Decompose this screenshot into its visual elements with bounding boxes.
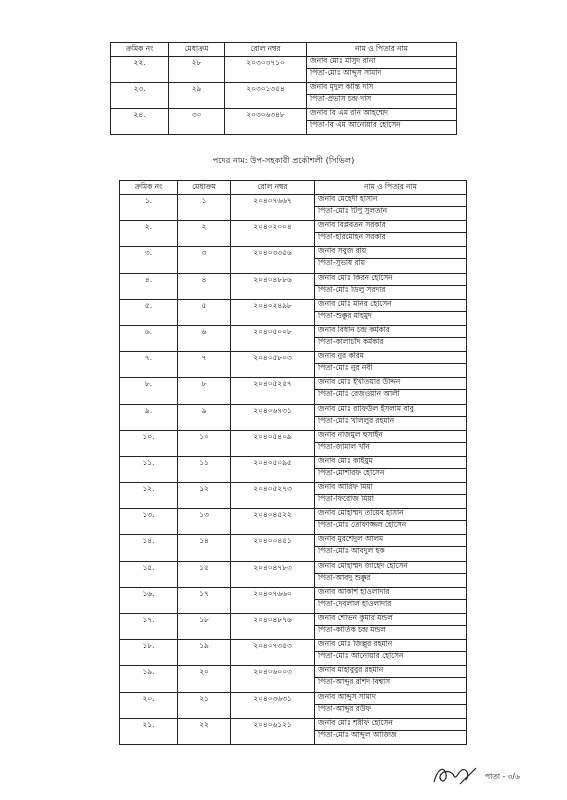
name-cell [315, 404, 467, 430]
candidate-name: জনাব মোঃ ইখতিয়ার উদ্দিন [318, 378, 401, 387]
name-cell [315, 378, 467, 404]
candidate-name: জনাব শোভন কুমার মন্ডল [318, 614, 393, 622]
father-name: পিতা-মোঃ ডিলু সরদার [315, 285, 466, 297]
table-header-row [111, 43, 457, 57]
name-cell [315, 195, 467, 221]
table-row [111, 109, 457, 135]
roll-cell: ২০৩০১৩৫৪ [225, 83, 307, 109]
father-name: পিতা-সুভাষ রায় [315, 258, 466, 270]
father-name: পিতা-বি এম আনোয়ার হোসেন [307, 120, 456, 132]
name-cell [307, 57, 457, 83]
roll-cell: ২০৩০৬৩৪৮ [225, 109, 307, 135]
serial-cell: ১৮. [120, 640, 178, 666]
serial-cell: ১৬. [120, 587, 178, 613]
roll-cell: ২০৪০৪৭৮৩ [231, 561, 315, 587]
header-merit: মেধাক্রম [178, 181, 231, 195]
merit-cell: ১০ [178, 430, 231, 456]
table-row [120, 509, 467, 535]
candidate-name: জনাব বিপ্লবতন সরকার [318, 221, 386, 230]
serial-cell: ১০. [120, 430, 178, 456]
serial-cell: ৮. [120, 378, 178, 404]
father-name: পিতা-মোঃ আবদুল হক [315, 546, 466, 558]
name-cell [315, 483, 467, 509]
candidate-name: জনাব মোঃ কাইয়ুম [318, 456, 373, 465]
roll-cell: ২০৪০২৪৯৮ [231, 299, 315, 325]
header-name: নাম ও পিতার নাম [315, 181, 467, 195]
roll-cell: ২০৪০৬৭৩১ [231, 404, 315, 430]
serial-cell: ১২. [120, 483, 178, 509]
roll-cell: ২০৪০২০০৪ [231, 221, 315, 247]
table-row [120, 640, 467, 666]
candidate-name: জনাব মোঃ মনির হোসেন [318, 299, 392, 308]
table-row [120, 221, 467, 247]
name-cell [315, 456, 467, 482]
roll-cell: ২০৪০৫০০৮ [231, 325, 315, 351]
serial-cell: ২০. [120, 692, 178, 718]
candidate-name: জনাব মোঃ শরীফ হোসেন [318, 718, 393, 727]
table-row [120, 247, 467, 273]
merit-cell: ৭ [178, 352, 231, 378]
roll-cell: ২০৪০৬১২১ [231, 718, 315, 744]
merit-cell: ৩ [178, 247, 231, 273]
merit-cell: ৩০ [169, 109, 225, 135]
header-roll: রোল নম্বর [225, 43, 307, 57]
serial-cell: ২. [120, 221, 178, 247]
candidate-name: জনাব মোঃ রাফিউল ইসলাম বাবু [318, 404, 414, 413]
table-row [120, 456, 467, 482]
father-name: পিতা-শুক্কুর মাহমুদ [315, 311, 466, 323]
candidate-name: জনাব মাহাবুবুর রহমান [318, 666, 384, 675]
merit-cell: ৮ [178, 378, 231, 404]
roll-cell: ২০৩০৩৭১০ [225, 57, 307, 83]
father-name: পিতা-আব্দুর রশিদ বিশ্বাস [315, 677, 466, 689]
serial-cell: ২২. [111, 57, 169, 83]
father-name: পিতা-কার্তিক চন্দ্র মন্ডল [315, 625, 466, 637]
results-table-continued [110, 42, 457, 135]
table-row [120, 430, 467, 456]
father-name: পিতা-আব্দুর রউফ [315, 704, 466, 716]
serial-cell: ১১. [120, 456, 178, 482]
father-name: পিতা-মোঃ আব্দুস সামাদ [307, 68, 456, 80]
table-row [120, 614, 467, 640]
father-name: পিতা-ফিরোজ মিয়া [315, 494, 466, 506]
name-cell [315, 666, 467, 692]
candidate-name: জনাব মোহাম্মদ জাহেদ হোসেন [318, 561, 408, 570]
father-name: পিতা-মোঃ তোফাজ্জল হোসেন [315, 520, 466, 532]
header-roll: রোল নম্বর [231, 181, 315, 195]
roll-cell: ২০৪০০৪৫১ [231, 535, 315, 561]
table-row [120, 587, 467, 613]
serial-cell: ৭. [120, 352, 178, 378]
candidate-name: জনাব মোঃ মাসুদ রানা [310, 57, 376, 65]
merit-cell: ২৮ [169, 57, 225, 83]
father-name: পিতা-দেবলাল হাওলাদার [315, 599, 466, 611]
candidate-name: জনাব আকাশ হাওলাদার [318, 587, 390, 596]
candidate-name: জনাব আব্দুস সামাদ [318, 692, 376, 701]
table-row [120, 352, 467, 378]
father-name: পিতা-মোঃ আব্দুল আজিজ [315, 730, 466, 742]
page-number: পাতা - ৩/৬ [485, 772, 520, 781]
candidate-name: জনাব সবুজ রায় [318, 247, 367, 256]
merit-cell: ১ [178, 195, 231, 221]
serial-cell: ১. [120, 195, 178, 221]
serial-cell: ৬. [120, 325, 178, 351]
table-row [111, 83, 457, 109]
candidate-name: জনাব মুরশেদুল আলম [318, 535, 384, 544]
father-name: পিতা-মোঃ নুর নবী [315, 363, 466, 375]
candidate-name: জনাব মোহাম্মদ তায়েব হাসান [318, 509, 404, 518]
roll-cell: ২০৪০৭৬৬০ [231, 587, 315, 613]
candidate-name: জনাব বিধান চন্দ্র কর্মকার [318, 325, 390, 334]
name-cell [315, 614, 467, 640]
candidate-name: জনাব আরিফ মিয়া [318, 483, 373, 492]
name-cell [315, 352, 467, 378]
merit-cell: ১৭ [178, 587, 231, 613]
serial-cell: ৫. [120, 299, 178, 325]
serial-cell: ১৫. [120, 561, 178, 587]
roll-cell: ২০৪০৭৩৫৩ [231, 640, 315, 666]
merit-cell: ১৩ [178, 509, 231, 535]
merit-cell: ১৮ [178, 614, 231, 640]
candidate-name: জনাব বি এম রনি আহম্মেদ [310, 109, 389, 117]
table-row [120, 561, 467, 587]
candidate-name: জনাব নাজমুল হুসাইন [318, 430, 383, 439]
name-cell [315, 561, 467, 587]
father-name: পিতা-কালাচাঁদ কর্মকার [315, 337, 466, 349]
name-cell [315, 587, 467, 613]
father-name: পিতা-মোশারফ হোসেন [315, 468, 466, 480]
table-row [120, 483, 467, 509]
merit-cell: ৪ [178, 273, 231, 299]
candidate-name: জনাব নুর করিম [318, 352, 364, 361]
table-header-row [120, 181, 467, 195]
candidate-name: জনাব মোঃ জিল্লুর রহমান [318, 640, 393, 649]
signature-mark [430, 760, 480, 790]
merit-cell: ১১ [178, 456, 231, 482]
father-name: পিতা-মোঃ আনোয়ার হোসেন [315, 651, 466, 663]
name-cell [307, 109, 457, 135]
name-cell [315, 509, 467, 535]
father-name: পিতা-জামাল খাঁন [315, 442, 466, 454]
serial-cell: ২৪. [111, 109, 169, 135]
roll-cell: ২০৪০৬০০৩ [231, 666, 315, 692]
merit-cell: ২২ [178, 718, 231, 744]
table-row [111, 57, 457, 83]
table-row [120, 404, 467, 430]
roll-cell: ২০৪০৫৮০৩ [231, 352, 315, 378]
roll-cell: ২০৪০৫২৫৭ [231, 378, 315, 404]
roll-cell: ২০৪০৪৮৭৬ [231, 614, 315, 640]
table-row [120, 273, 467, 299]
roll-cell: ২০৪০৪৫২২ [231, 509, 315, 535]
roll-cell: ২০৪০৫২৭৩ [231, 483, 315, 509]
merit-cell: ২১ [178, 692, 231, 718]
serial-cell: ৯. [120, 404, 178, 430]
name-cell [315, 430, 467, 456]
serial-cell: ২১. [120, 718, 178, 744]
table-row [120, 378, 467, 404]
header-merit: মেধাক্রম [169, 43, 225, 57]
table-row [120, 666, 467, 692]
merit-cell: ৬ [178, 325, 231, 351]
header-serial: ক্রমিক নং [120, 181, 178, 195]
serial-cell: ১৩. [120, 509, 178, 535]
name-cell [315, 273, 467, 299]
candidate-name: জনাব মেহেদী হাসান [318, 195, 378, 203]
name-cell [307, 83, 457, 109]
roll-cell: ২০৪০৩৩৫৬ [231, 247, 315, 273]
merit-cell: ৫ [178, 299, 231, 325]
merit-cell: ১৫ [178, 561, 231, 587]
table-row [120, 299, 467, 325]
merit-cell: ২ [178, 221, 231, 247]
father-name: পিতা-মোঃ টিপু সুলতান [315, 206, 466, 218]
merit-cell: ৯ [178, 404, 231, 430]
name-cell [315, 640, 467, 666]
merit-cell: ১৪ [178, 535, 231, 561]
merit-cell: ১৯ [178, 640, 231, 666]
post-title: পদের নাম: উপ-সহকারী প্রকৌশলী (সিভিল) [212, 155, 355, 165]
table-row [120, 718, 467, 744]
table-row [120, 692, 467, 718]
serial-cell: ১৭. [120, 614, 178, 640]
father-name: পিতা-মোঃ খলিলুর রহমান [315, 416, 466, 428]
results-table-sub-assistant-engineer [119, 180, 467, 745]
serial-cell: ২৩. [111, 83, 169, 109]
roll-cell: ২০৪০৫৪০৯ [231, 430, 315, 456]
roll-cell: ২০৪০৭৬৬৭ [231, 195, 315, 221]
father-name: পিতা-প্রভাস চন্দ্র দাস [307, 94, 456, 106]
serial-cell: ৩. [120, 247, 178, 273]
merit-cell: ২৯ [169, 83, 225, 109]
father-name: পিতা-হরিমোহন সরকার [315, 232, 466, 244]
name-cell [315, 299, 467, 325]
father-name: পিতা-মোঃ রেজওয়ান আলী [315, 389, 466, 401]
name-cell [315, 247, 467, 273]
name-cell [315, 718, 467, 744]
roll-cell: ২০৪০৪৮৮৬ [231, 273, 315, 299]
merit-cell: ২০ [178, 666, 231, 692]
table-row [120, 195, 467, 221]
father-name: পিতা-আবদু শুক্কুর [315, 573, 466, 585]
roll-cell: ২০৪০৫০৯৫ [231, 456, 315, 482]
serial-cell: ১৪. [120, 535, 178, 561]
name-cell [315, 221, 467, 247]
candidate-name: জনাব মৃদুল কান্তি দাস [310, 83, 374, 91]
table-row [120, 325, 467, 351]
roll-cell: ২০৪০৩৬৩১ [231, 692, 315, 718]
header-name: নাম ও পিতার নাম [307, 43, 457, 57]
name-cell [315, 535, 467, 561]
header-serial: ক্রমিক নং [111, 43, 169, 57]
candidate-name: জনাব মোঃ কিরন হোসেন [318, 273, 393, 282]
serial-cell: ১৯. [120, 666, 178, 692]
serial-cell: ৪. [120, 273, 178, 299]
merit-cell: ১২ [178, 483, 231, 509]
name-cell [315, 325, 467, 351]
table-row [120, 535, 467, 561]
name-cell [315, 692, 467, 718]
